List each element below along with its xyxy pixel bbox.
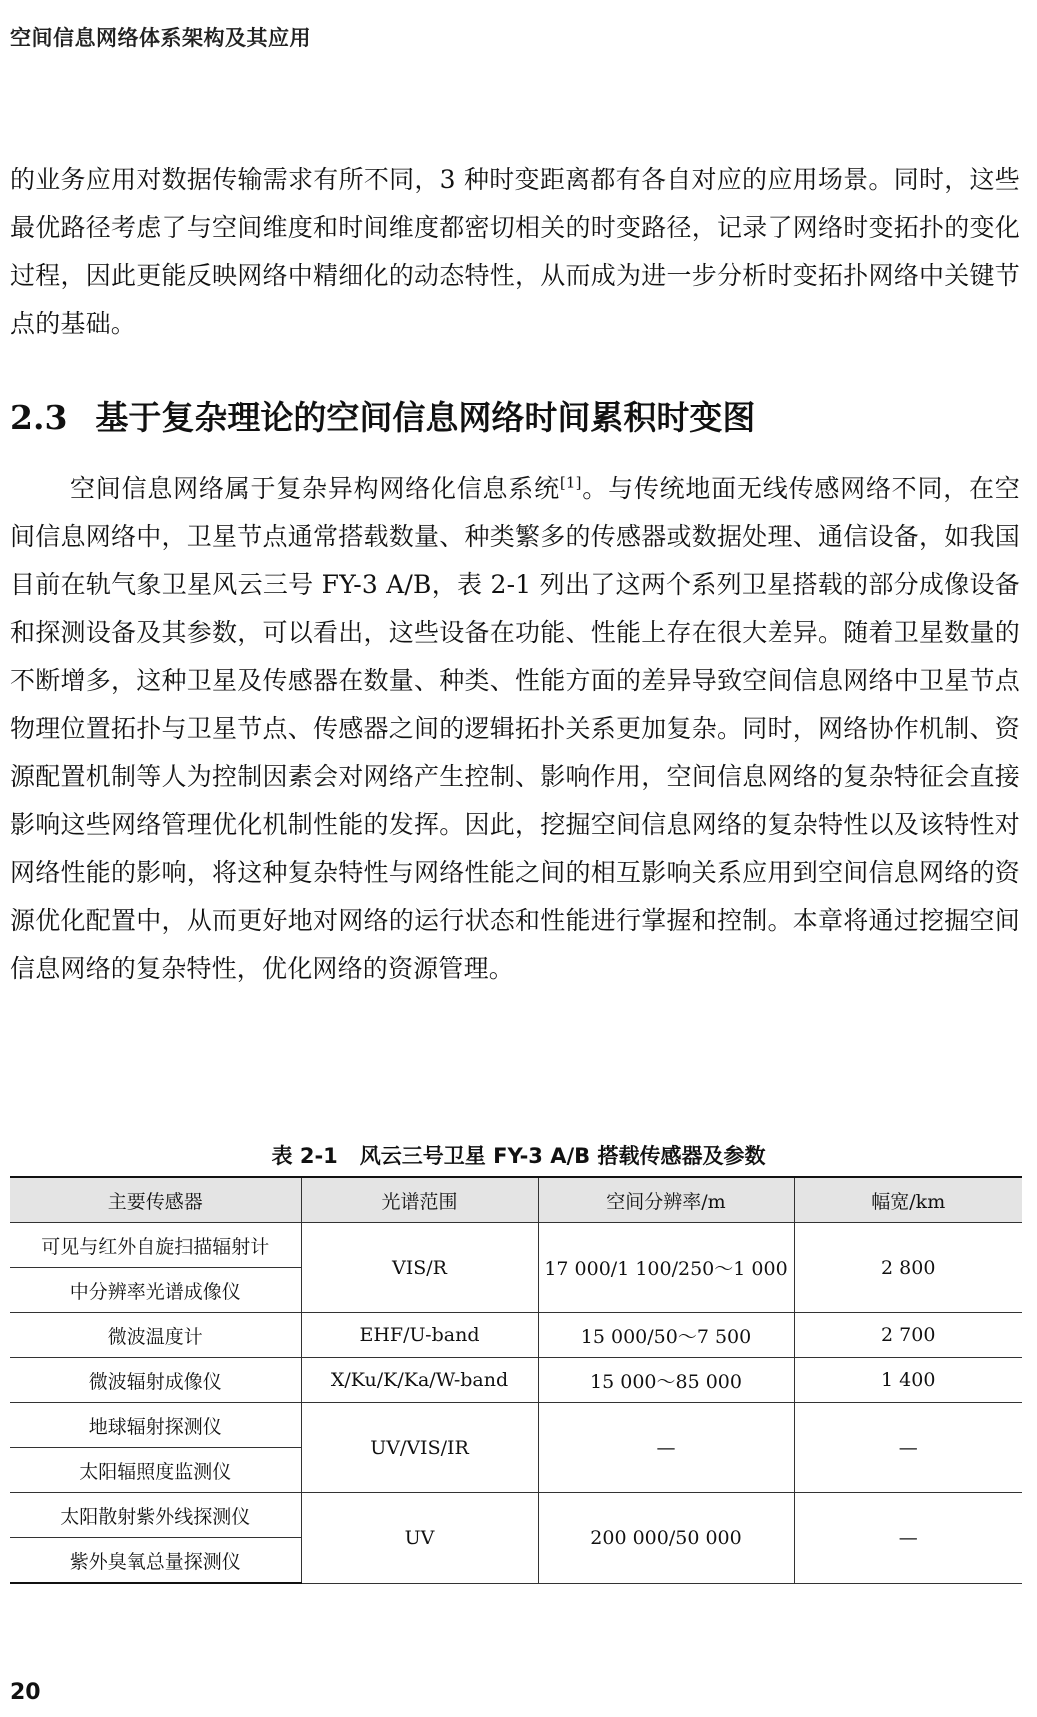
table-header-cell: 光谱范围 — [301, 1177, 538, 1223]
table-header-cell: 主要传感器 — [10, 1177, 301, 1223]
table-number: 表 2-1 — [271, 1144, 338, 1168]
section-title: 基于复杂理论的空间信息网络时间累积时变图 — [95, 398, 756, 437]
running-header: 空间信息网络体系架构及其应用 — [10, 26, 311, 50]
table-caption — [0, 1140, 1037, 1170]
paragraph-body-text-b: 。与传统地面无线传感网络不同，在空间信息网络中，卫星节点通常搭载数量、种类繁多的传感器或数据处理、通信设备，如我国目前在轨气象卫星风云三号 FY-3 A/B，表 2-1 列出了这两个系列卫星搭载的部分成像设备和探测设备及其参数，可以看出，这些设备在功能、性能上存在很大差异。随着卫星数量的不断增多，这种卫星及传感器在数量、种类、性能方面的差异导致空间信息网络中卫星节点物理位置拓扑与卫星节点、传感器之间的逻辑拓扑关系更加复杂。同时，网络协作机制、资源配置机制等人为控制因素会对网络产生控制、影响作用，空间信息网络的复杂特征会直接影响这些网络管理优化机制性能的发挥。因此，挖掘空间信息网络的复杂特性以及该特性对网络性能的影响，将这种复杂特性与网络性能之间的相互影响关系应用到空间信息网络的资源优化配置中，从而更好地对网络的运行状态和性能进行掌握和控制。本章将通过挖掘空间信息网络的复杂特性，优化网络的资源管理。 — [10, 474, 1020, 983]
swath-cell: 2 700 — [794, 1313, 1022, 1358]
table-header-cell: 空间分辨率/m — [538, 1177, 794, 1223]
spectral-cell: X/Ku/K/Ka/W-band — [301, 1358, 538, 1403]
resolution-cell: — — [538, 1403, 794, 1493]
sensor-cell: 可见与红外自旋扫描辐射计 — [10, 1223, 301, 1268]
section-heading — [10, 392, 755, 439]
swath-cell: 1 400 — [794, 1358, 1022, 1403]
page-number: 20 — [10, 1680, 41, 1705]
spectral-cell: UV — [301, 1493, 538, 1584]
table-row — [10, 1358, 1022, 1403]
sensor-cell: 太阳散射紫外线探测仪 — [10, 1493, 301, 1538]
table-row — [10, 1493, 1022, 1538]
spectral-cell: EHF/U-band — [301, 1313, 538, 1358]
citation-ref: [1] — [559, 473, 582, 492]
sensor-table — [10, 1176, 1022, 1584]
paragraph-body — [10, 465, 1020, 993]
table-title: 风云三号卫星 FY-3 A/B 搭载传感器及参数 — [359, 1144, 766, 1168]
table-row — [10, 1313, 1022, 1358]
resolution-cell: 15 000/50～7 500 — [538, 1313, 794, 1358]
table-row — [10, 1403, 1022, 1448]
sensor-cell: 微波温度计 — [10, 1313, 301, 1358]
sensor-cell: 微波辐射成像仪 — [10, 1358, 301, 1403]
sensor-cell: 中分辨率光谱成像仪 — [10, 1268, 301, 1313]
table-header-cell: 幅宽/km — [794, 1177, 1022, 1223]
swath-cell: — — [794, 1493, 1022, 1584]
swath-cell: — — [794, 1403, 1022, 1493]
sensor-cell: 地球辐射探测仪 — [10, 1403, 301, 1448]
table-row — [10, 1223, 1022, 1268]
sensor-cell: 紫外臭氧总量探测仪 — [10, 1538, 301, 1584]
section-number: 2.3 — [10, 398, 68, 437]
paragraph-intro: 的业务应用对数据传输需求有所不同，3 种时变距离都有各自对应的应用场景。同时，这些最优路径考虑了与空间维度和时间维度都密切相关的时变路径，记录了网络时变拓扑的变化过程，因此更能反映网络中精细化的动态特性，从而成为进一步分析时变拓扑网络中关键节点的基础。 — [10, 165, 1020, 338]
spectral-cell: VIS/R — [301, 1223, 538, 1313]
resolution-cell: 15 000～85 000 — [538, 1358, 794, 1403]
swath-cell: 2 800 — [794, 1223, 1022, 1313]
resolution-cell: 17 000/1 100/250～1 000 — [538, 1223, 794, 1313]
resolution-cell: 200 000/50 000 — [538, 1493, 794, 1584]
paragraph-body-text-a: 空间信息网络属于复杂异构网络化信息系统 — [70, 474, 560, 503]
sensor-cell: 太阳辐照度监测仪 — [10, 1448, 301, 1493]
spectral-cell: UV/VIS/IR — [301, 1403, 538, 1493]
table-header-row — [10, 1177, 1022, 1223]
